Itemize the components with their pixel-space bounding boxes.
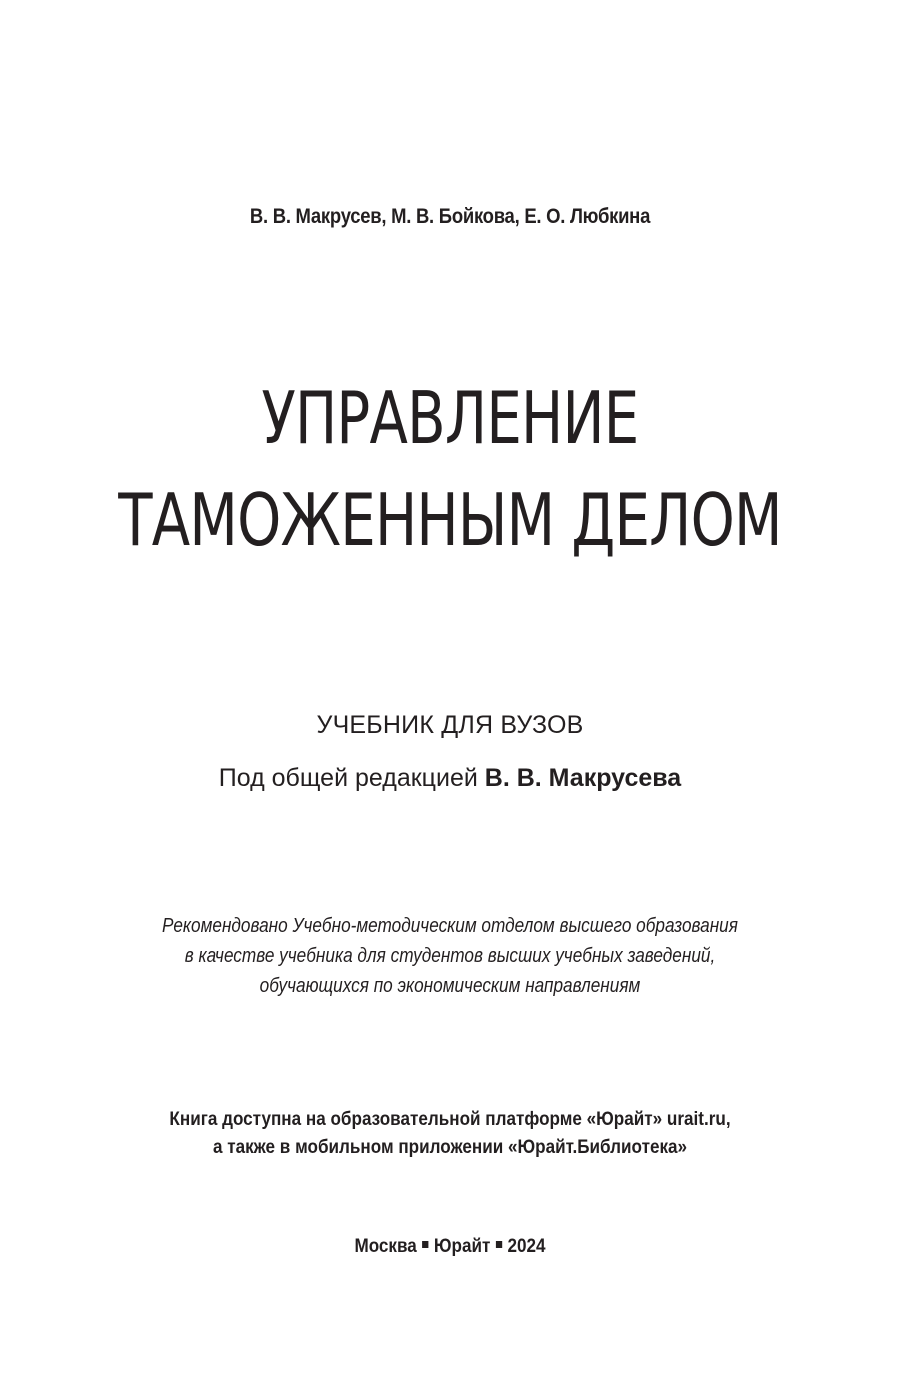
square-separator-icon	[496, 1241, 502, 1248]
imprint-publisher: Юрайт	[433, 1236, 491, 1257]
recommendation-line-2: в качестве учебника для студентов высших учебных заведений,	[184, 945, 716, 967]
availability-line-1: Книга доступна на образовательной платформе «Юрайт» urait.ru,	[169, 1109, 731, 1130]
imprint-line	[45, 1236, 855, 1258]
editor-line	[0, 764, 900, 793]
imprint-city: Москва	[354, 1236, 417, 1257]
authors-line: В. В. Макрусев, М. В. Бойкова, Е. О. Любкина	[249, 205, 651, 228]
editor-name: В. В. Макрусева	[484, 764, 682, 792]
book-type: УЧЕБНИК ДЛЯ ВУЗОВ	[316, 711, 584, 739]
imprint-year: 2024	[507, 1236, 546, 1257]
editor-prefix: Под общей редакцией	[218, 764, 478, 792]
recommendation-line-1: Рекомендовано Учебно-методическим отделом высшего образования	[162, 915, 738, 937]
recommendation-line-3: обучающихся по экономическим направлениям	[259, 975, 641, 997]
book-title-line-1: УПРАВЛЕНИЕ	[261, 376, 639, 460]
availability-line-2: а также в мобильном приложении «Юрайт.Библиотека»	[212, 1137, 688, 1158]
book-title-line-2: ТАМОЖЕННЫМ ДЕЛОМ	[118, 478, 782, 562]
square-separator-icon	[422, 1241, 428, 1248]
